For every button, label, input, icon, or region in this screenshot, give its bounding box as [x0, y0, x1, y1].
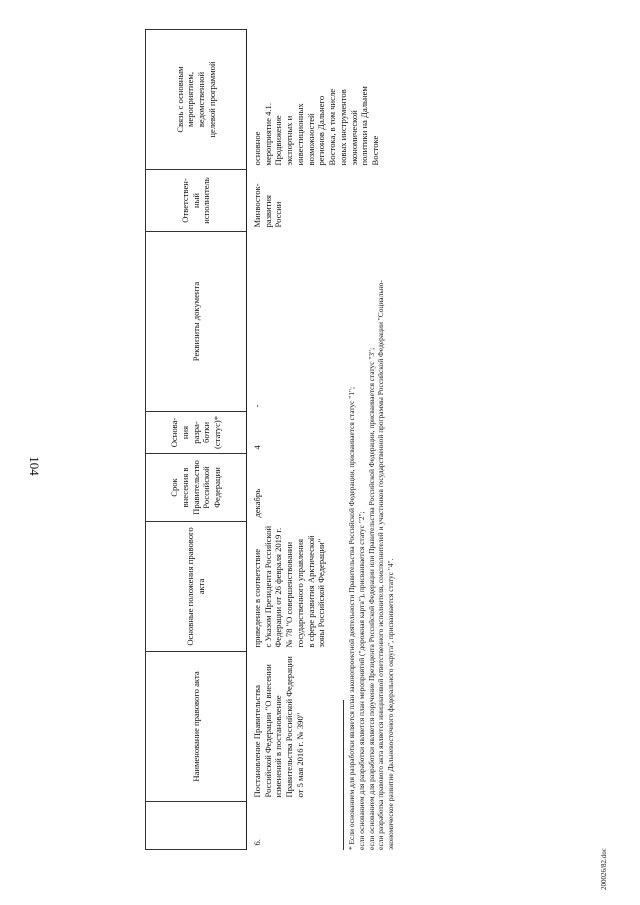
header-number [146, 802, 247, 850]
cell-text-line: исполнитель [201, 177, 212, 224]
row-deadline: декабрь [252, 488, 262, 518]
cell-text-line: Российской [201, 466, 212, 509]
cell-text-line: развития [262, 195, 273, 228]
cell-text-line: № 78 "О совершенствовании [284, 541, 295, 648]
cell-text-line: Востоке [370, 135, 381, 166]
cell-text-line: Постановление Правительства [252, 685, 262, 798]
cell-text-line: приведение в соответствие [252, 548, 262, 648]
table-header-row [146, 30, 247, 850]
cell-text-line: государственного управления [294, 538, 305, 648]
cell-text-line: (статус)* [212, 415, 223, 449]
header-provisions: Основные положения правового акта [146, 522, 247, 652]
cell-text-line: с Указом Президента Российской [262, 525, 273, 648]
cell-text-line: возможностей [305, 113, 316, 166]
row-requisites: - [252, 404, 262, 408]
cell-text-line: России [273, 201, 284, 228]
cell-text-line: зоны Российской Федерации" [316, 538, 327, 648]
cell-text-line: Правительство [190, 460, 201, 515]
cell-text-line: изменений в постановление [273, 695, 284, 798]
cell-text-line: мероприятием, [185, 71, 196, 128]
footnotes [347, 30, 396, 850]
cell-text-line: мероприятие 4.1. [262, 102, 273, 166]
cell-text-line: в сфере развития Арктической [305, 535, 316, 648]
footnote-line: если основанием для разработки является план мероприятий ("дорожная карта"), присваивается статус "2"; [356, 511, 366, 850]
row-number: 6. [252, 839, 262, 846]
header-requisites: Реквизиты документа [146, 232, 247, 412]
cell-text-line: новых инструментов [337, 89, 348, 166]
cell-text-line: Федерации [212, 467, 223, 508]
header-responsible [146, 170, 247, 232]
header-deadline [146, 454, 247, 522]
cell-text-line: от 5 мая 2016 г. № 390" [294, 712, 305, 798]
row-status: 4 [252, 445, 262, 450]
cell-text-line: Срок [169, 478, 180, 497]
cell-text-line: Российской Федерации "О внесении [262, 664, 273, 798]
file-name: 200026/82.doc [600, 848, 608, 890]
cell-text-line: Ответствен- [179, 178, 190, 223]
cell-text-line: ботки [201, 421, 212, 444]
cell-text-line: регионов Дальнего [316, 95, 327, 166]
header-act-name: Наименование правового акта [146, 652, 247, 802]
header-status [146, 412, 247, 454]
cell-text-line: Основа- [169, 417, 180, 448]
footnote-line: * Если основанием для разработки является план законопроектной деятельности Правительства Российской Федерации, присваивается статус "1"; [347, 386, 356, 850]
cell-text-line: внесения в [179, 467, 190, 508]
cell-text-line: целевой программой [206, 61, 217, 138]
cell-text-line: ния [179, 425, 190, 440]
cell-text-line: Минвосток- [252, 183, 262, 228]
footnote-line: если разработка правового акта является инициативой ответственного исполнителя, соисполнителей и участников государственной программы Российской Федерации "Социально- [376, 280, 386, 850]
cell-text-line: инвестиционных [294, 103, 305, 166]
cell-text-line: ный [190, 193, 201, 208]
header-relation [146, 30, 247, 170]
footnote-line: экономическое развитие Дальневосточного федерального округа", присваивается статус "4". [386, 558, 396, 850]
cell-text-line: экономической [348, 110, 359, 166]
cell-text-line: основное [252, 131, 262, 166]
footnote-line: если основанием для разработки является поручение Президента Российской Федерации или Правительства Российской Федерации, присваивается статус "3"; [366, 347, 376, 850]
cell-text-line: ведомственной [196, 71, 206, 128]
cell-text-line: разра- [190, 421, 201, 444]
cell-text-line: Продвижение [273, 115, 284, 166]
cell-text-line: экспортных и [284, 115, 295, 166]
cell-text-line: Федерации от 26 февраля 2019 г. [273, 527, 284, 648]
page-number: 104 [27, 456, 42, 476]
rotated-page-content [145, 30, 640, 850]
footnote-separator [343, 700, 344, 850]
cell-text-line: Правительства Российской Федерации [284, 656, 295, 798]
cell-text-line: Связь с основным [174, 66, 185, 133]
cell-text-line: Востока, в том числе [327, 88, 338, 166]
cell-text-line: политики на Дальнем [359, 86, 370, 166]
